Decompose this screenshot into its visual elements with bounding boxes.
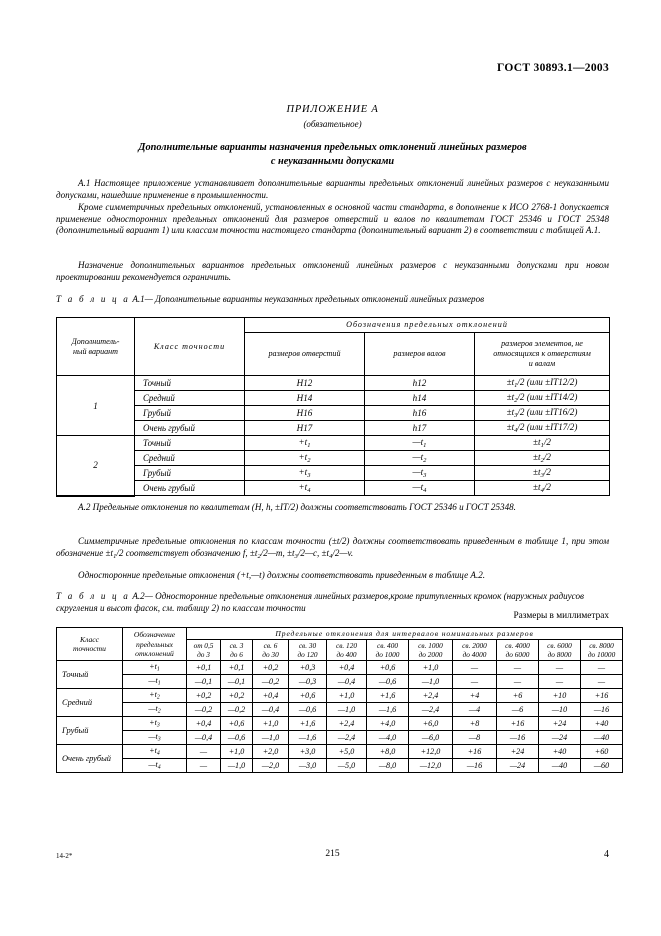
- table-a2-cell-value-4: +0,4: [327, 661, 367, 675]
- table-row: [57, 759, 623, 773]
- table-a1-cell-elements: $\pm t_3/2$ (или ±IT16/2): [475, 406, 610, 421]
- table-a1-cell-class: Грубый: [135, 406, 245, 421]
- table-a2-cell-value-3: —1,6: [289, 731, 327, 745]
- table-a1-th-accuracy-class: Класс точности: [135, 318, 245, 376]
- table-a2-cell-value-7: —4: [453, 703, 497, 717]
- table-a2-cell-value-5: +4,0: [367, 717, 409, 731]
- table-a1-cell-variant: 1: [57, 376, 135, 436]
- table-a2-th-accuracy-class-l1: Класс: [80, 634, 99, 644]
- table-a2-cell-value-0: +0,2: [187, 689, 221, 703]
- table-a1-cell-shafts: $—t_2$: [365, 451, 475, 466]
- table-a2-cell-value-3: —3,0: [289, 759, 327, 773]
- table-a1-caption-label: Т а б л и ц а: [56, 294, 131, 304]
- table-a2-th-range-7: [453, 640, 497, 661]
- table-a2-cell-value-1: —0,6: [221, 731, 253, 745]
- range-to: до 8000: [547, 650, 572, 660]
- table-a1-cell-holes: Н14: [245, 391, 365, 406]
- table-a2-cell-value-1: —0,1: [221, 675, 253, 689]
- range-from: св. 120: [336, 641, 357, 651]
- table-a1-cell-shafts: $—t_4$: [365, 481, 475, 496]
- table-a2-th-designation-l1: Обозначение: [133, 630, 176, 640]
- table-a2-caption-label: Т а б л и ц а: [56, 591, 131, 601]
- table-a1-cell-class: Средний: [135, 451, 245, 466]
- range-from: св. 1000: [418, 641, 443, 651]
- table-a2-caption-number: А.2—: [132, 591, 153, 601]
- table-a2-cell-value-5: —4,0: [367, 731, 409, 745]
- range-to: до 10000: [587, 650, 616, 660]
- table-a2-cell-value-2: —0,2: [253, 675, 289, 689]
- table-a2-cell-value-7: —8: [453, 731, 497, 745]
- appendix-title: ПРИЛОЖЕНИЕ А: [286, 104, 379, 115]
- table-a2-cell-value-10: —40: [581, 731, 623, 745]
- range-to: до 3: [197, 650, 210, 660]
- table-a2-cell-class: Грубый: [57, 717, 123, 745]
- table-a2-cell-value-0: —0,1: [187, 675, 221, 689]
- paragraph-a2: А.2 Предельные отклонения по квалитетам (Н, h, ±IT/2) должны соответствовать ГОСТ 25346 и ГОСТ 25348.: [78, 502, 516, 512]
- table-a2-cell-value-5: —0,6: [367, 675, 409, 689]
- table-row: [57, 689, 623, 703]
- table-a1-cell-shafts: h14: [365, 391, 475, 406]
- table-a1-th-variant-l1: Дополнитель-: [71, 336, 120, 346]
- table-a2-th-range-6: [409, 640, 453, 661]
- table-a2-cell-value-1: +0,1: [221, 661, 253, 675]
- table-a2-cell-value-7: —16: [453, 759, 497, 773]
- table-a2-cell-class: Точный: [57, 661, 123, 689]
- table-a2-cell-value-1: —1,0: [221, 759, 253, 773]
- table-a2-cell-value-10: +60: [581, 745, 623, 759]
- page-title-line1: Дополнительные варианты назначения предельных отклонений линейных размеров: [138, 142, 527, 153]
- table-a2-cell-value-0: —0,2: [187, 703, 221, 717]
- table-a1-cell-shafts: h17: [365, 421, 475, 436]
- table-a1-cell-class: Очень грубый: [135, 421, 245, 436]
- table-a1-cell-elements: $\pm t_3/2$: [475, 466, 610, 481]
- table-a2-cell-value-4: +2,4: [327, 717, 367, 731]
- table-a2-cell-value-8: —24: [497, 759, 539, 773]
- table-row: [57, 451, 610, 466]
- table-a2-cell-value-7: +4: [453, 689, 497, 703]
- table-row: [57, 466, 610, 481]
- table-a2-head: [57, 628, 623, 661]
- table-a2-caption-text: Односторонние предельные отклонения линейных размеров,кроме притупленных кромок (наружных радиусов скругления и высот фасок, см. таблицу 2) по классам точности: [56, 591, 584, 613]
- table-a2-cell-value-8: —6: [497, 703, 539, 717]
- table-a1-cell-shafts: $—t_3$: [365, 466, 475, 481]
- table-a2-cell-value-10: —: [581, 661, 623, 675]
- table-a2-cell-value-9: —: [539, 661, 581, 675]
- table-row: [57, 391, 610, 406]
- table-a1-cell-holes: $+t_4$: [245, 481, 365, 496]
- table-a1-cell-shafts: h16: [365, 406, 475, 421]
- paragraph-a1-note: Кроме симметричных предельных отклонений, установленных в основной части стандарта, в дополнение к ИСО 2768-1 допускается применение односторонних предельных отклонений для размеров отверстий и валов по квалитетам ГОСТ 25346 и ГОСТ 25348 (дополнительный вариант 1) или классам точности настоящего стандарта (дополнительный вариант 2) в соответствии с таблицей А.1.: [56, 202, 609, 236]
- table-a2-cell-designation: $—t_2$: [123, 703, 187, 717]
- range-from: св. 2000: [462, 641, 487, 651]
- range-to: до 2000: [418, 650, 443, 660]
- table-a1-cell-variant: 2: [57, 436, 135, 496]
- table-a2-cell-value-2: —2,0: [253, 759, 289, 773]
- range-to: до 4000: [462, 650, 487, 660]
- table-a2-cell-value-9: +10: [539, 689, 581, 703]
- table-a2-cell-value-1: +0,2: [221, 689, 253, 703]
- table-a2-cell-value-7: —: [453, 661, 497, 675]
- table-a2-cell-value-0: —: [187, 745, 221, 759]
- table-a2-th-range-4: [327, 640, 367, 661]
- table-a2-cell-value-10: +40: [581, 717, 623, 731]
- table-a2-cell-value-8: —16: [497, 731, 539, 745]
- table-row: [57, 376, 610, 391]
- table-a2-cell-value-6: +12,0: [409, 745, 453, 759]
- range-from: от 0,5: [193, 641, 214, 651]
- table-row: [57, 717, 623, 731]
- table-a1-th-elements-l2: относящихся к отверстиям: [493, 349, 591, 358]
- table-a2-cell-value-1: +0,6: [221, 717, 253, 731]
- table-a1-cell-holes: $+t_1$: [245, 436, 365, 451]
- table-a2-cell-value-8: —: [497, 661, 539, 675]
- table-a2-th-range-5: [367, 640, 409, 661]
- table-a1-th-variant: [57, 318, 135, 376]
- table-a1-cell-holes: Н17: [245, 421, 365, 436]
- table-a1-th-shafts: размеров валов: [365, 333, 475, 376]
- table-a2-cell-value-6: —1,0: [409, 675, 453, 689]
- table-a2-cell-value-10: —: [581, 675, 623, 689]
- table-a2-cell-value-3: —0,3: [289, 675, 327, 689]
- table-a2-cell-value-2: +1,0: [253, 717, 289, 731]
- paragraph-a1-recommend: Назначение дополнительных вариантов предельных отклонений линейных размеров с неуказанными допусками при новом проектировании рекомендуется ограничить.: [56, 260, 609, 282]
- table-a1-th-holes: размеров отверстий: [245, 333, 365, 376]
- table-a2-cell-class: Средний: [57, 689, 123, 717]
- table-row: [57, 421, 610, 436]
- table-a1-th-elements-l1: размеров элементов, не: [501, 339, 583, 348]
- table-a2-cell-value-9: —24: [539, 731, 581, 745]
- paragraph-a2-symmetric: Симметричные предельные отклонения по классам точности (±t/2) должны соответствовать приведенным в таблице 1, при этом обозначение $\pm t_1/2$ соответствует обозначению f, $\pm t_2/2—m$, $\pm t_3/2—c$, $\pm t_4/2—v$.: [56, 536, 609, 560]
- paragraph-a1: А.1 Настоящее приложение устанавливает дополнительные варианты предельных отклонений линейных размеров с неуказанными допусками, нашедшие применение в промышленности.: [56, 178, 609, 200]
- table-a1-cell-elements: $\pm t_4/2$ (или ±IT17/2): [475, 421, 610, 436]
- table-a2-cell-value-1: —0,2: [221, 703, 253, 717]
- table-a2-cell-value-0: +0,4: [187, 717, 221, 731]
- range-from: св. 8000: [589, 641, 614, 651]
- table-a1-th-variant-l2: ный вариант: [72, 346, 119, 356]
- table-row: [57, 436, 610, 451]
- footer-section-number: 4: [604, 849, 609, 860]
- range-to: до 120: [297, 650, 318, 660]
- range-from: св. 6: [263, 641, 278, 651]
- table-a2-cell-value-10: —60: [581, 759, 623, 773]
- range-to: до 400: [336, 650, 357, 660]
- table-row: [57, 703, 623, 717]
- table-a1-body: [57, 376, 610, 496]
- table-a2-cell-value-2: +2,0: [253, 745, 289, 759]
- table-a1-cell-class: Средний: [135, 391, 245, 406]
- table-a2-cell-value-4: —2,4: [327, 731, 367, 745]
- table-a1-cell-holes: Н16: [245, 406, 365, 421]
- table-a2-cell-value-4: —1,0: [327, 703, 367, 717]
- table-a2-cell-value-9: —10: [539, 703, 581, 717]
- table-row: [57, 731, 623, 745]
- table-a2-cell-designation: $+t_2$: [123, 689, 187, 703]
- table-a2-body: [57, 661, 623, 773]
- table-a2-cell-value-6: +6,0: [409, 717, 453, 731]
- range-to: до 6000: [505, 650, 530, 660]
- table-a1-cell-elements: $\pm t_1/2$: [475, 436, 610, 451]
- table-a2-th-range-3: [289, 640, 327, 661]
- table-a1: [56, 317, 610, 497]
- table-a2-cell-value-8: —: [497, 675, 539, 689]
- table-a1-caption-text: Дополнительные варианты неуказанных предельных отклонений линейных размеров: [155, 294, 485, 304]
- standard-number-header: ГОСТ 30893.1—2003: [497, 62, 609, 74]
- table-a2-cell-value-7: —: [453, 675, 497, 689]
- table-a2-cell-value-10: +16: [581, 689, 623, 703]
- range-to: до 6: [230, 650, 243, 660]
- range-from: св. 400: [377, 641, 398, 651]
- table-a2-cell-value-9: +24: [539, 717, 581, 731]
- table-a1-cell-elements: $\pm t_2/2$: [475, 451, 610, 466]
- table-a2-cell-value-4: —0,4: [327, 675, 367, 689]
- range-from: св. 3: [229, 641, 244, 651]
- table-a2-cell-value-8: +24: [497, 745, 539, 759]
- table-a2-cell-value-6: —6,0: [409, 731, 453, 745]
- table-a2-cell-value-9: —: [539, 675, 581, 689]
- table-a2-cell-value-4: +5,0: [327, 745, 367, 759]
- table-a1-th-group: Обозначения предельных отклонений: [245, 318, 610, 333]
- table-a2-cell-value-4: —5,0: [327, 759, 367, 773]
- table-a2-cell-designation: $+t_1$: [123, 661, 187, 675]
- table-a1-cell-holes: $+t_2$: [245, 451, 365, 466]
- table-a2-cell-value-5: +1,6: [367, 689, 409, 703]
- table-a2-cell-value-9: —40: [539, 759, 581, 773]
- table-a1-caption: [56, 294, 609, 306]
- table-a2-cell-value-0: —: [187, 759, 221, 773]
- table-a1-cell-elements: $\pm t_4/2$: [475, 481, 610, 496]
- table-a2-cell-value-2: —1,0: [253, 731, 289, 745]
- table-a1-head: [57, 318, 610, 376]
- table-a2-cell-value-3: +0,6: [289, 689, 327, 703]
- table-a1-cell-elements: $\pm t_1/2$ (или ±IT12/2): [475, 376, 610, 391]
- table-a2: [56, 627, 623, 773]
- table-a2-cell-value-5: +8,0: [367, 745, 409, 759]
- table-a2-th-range-2: [253, 640, 289, 661]
- table-a2-cell-designation: $+t_4$: [123, 745, 187, 759]
- table-a1-cell-class: Точный: [135, 436, 245, 451]
- table-a2-cell-value-1: +1,0: [221, 745, 253, 759]
- table-a1-cell-shafts: $—t_1$: [365, 436, 475, 451]
- table-a2-cell-value-7: +16: [453, 745, 497, 759]
- table-row: [57, 406, 610, 421]
- range-to: до 30: [262, 650, 279, 660]
- table-a2-th-group: Предельные отклонения для интервалов номинальных размеров: [187, 628, 623, 640]
- table-a2-cell-value-6: —12,0: [409, 759, 453, 773]
- table-a2-th-range-1: [221, 640, 253, 661]
- table-a2-cell-value-3: +0,3: [289, 661, 327, 675]
- table-a2-cell-value-4: +1,0: [327, 689, 367, 703]
- range-from: св. 4000: [505, 641, 530, 651]
- table-a1-header-row-1: [57, 318, 610, 333]
- table-a2-th-accuracy-class-l2: точности: [73, 644, 106, 654]
- table-a1-th-elements-l3: и валам: [528, 359, 556, 368]
- table-a1-cell-class: Грубый: [135, 466, 245, 481]
- table-a2-cell-value-0: —0,4: [187, 731, 221, 745]
- table-row: [57, 661, 623, 675]
- table-a1-cell-elements: $\pm t_2/2$ (или ±IT14/2): [475, 391, 610, 406]
- table-a2-th-range-0: [187, 640, 221, 661]
- table-a2-th-accuracy-class: [57, 628, 123, 661]
- table-a2-cell-designation: $—t_3$: [123, 731, 187, 745]
- table-a2-cell-value-8: +16: [497, 717, 539, 731]
- table-row: [57, 745, 623, 759]
- page-title-line2: с неуказанными допусками: [270, 156, 395, 167]
- table-a2-cell-value-0: +0,1: [187, 661, 221, 675]
- range-from: св. 6000: [547, 641, 572, 651]
- table-a2-cell-value-5: —8,0: [367, 759, 409, 773]
- table-a1-cell-shafts: h12: [365, 376, 475, 391]
- table-row: [57, 481, 610, 496]
- table-a2-cell-value-10: —16: [581, 703, 623, 717]
- table-a2-cell-value-3: —0,6: [289, 703, 327, 717]
- appendix-kind: (обязательное): [303, 119, 362, 129]
- table-a1-caption-number: А.1—: [132, 294, 153, 304]
- table-a2-th-range-10: [581, 640, 623, 661]
- table-a2-cell-value-2: +0,2: [253, 661, 289, 675]
- footer-page-number: 215: [325, 849, 340, 859]
- table-a2-cell-value-6: —2,4: [409, 703, 453, 717]
- table-a2-th-range-8: [497, 640, 539, 661]
- table-a2-cell-value-7: +8: [453, 717, 497, 731]
- table-a2-header-row-1: [57, 628, 623, 640]
- table-a1-cell-holes: $+t_3$: [245, 466, 365, 481]
- range-from: св. 30: [298, 641, 317, 651]
- table-a2-cell-designation: $—t_1$: [123, 675, 187, 689]
- table-a1-cell-holes: Н12: [245, 376, 365, 391]
- table-a2-cell-value-8: +6: [497, 689, 539, 703]
- table-a2-cell-value-6: +2,4: [409, 689, 453, 703]
- table-a2-units: Размеры в миллиметрах: [513, 611, 609, 621]
- table-a2-th-range-9: [539, 640, 581, 661]
- table-a2-th-designation-l3: отклонений: [135, 648, 174, 658]
- table-a2-cell-value-5: —1,6: [367, 703, 409, 717]
- table-a2-cell-designation: $—t_4$: [123, 759, 187, 773]
- table-a2-cell-value-9: +40: [539, 745, 581, 759]
- table-a2-cell-value-2: +0,4: [253, 689, 289, 703]
- table-a2-cell-value-5: +0,6: [367, 661, 409, 675]
- table-a2-cell-value-3: +3,0: [289, 745, 327, 759]
- table-a2-th-designation-l2: предельных: [136, 639, 173, 649]
- table-a1-cell-class: Точный: [135, 376, 245, 391]
- footer-signature: 14-2*: [56, 852, 73, 860]
- table-a1-cell-class: Очень грубый: [135, 481, 245, 496]
- table-a2-cell-class: Очень грубый: [57, 745, 123, 773]
- table-a2-cell-designation: $+t_3$: [123, 717, 187, 731]
- table-a1-th-elements: [475, 333, 610, 376]
- range-to: до 1000: [375, 650, 400, 660]
- table-a2-cell-value-2: —0,4: [253, 703, 289, 717]
- page-content: [56, 0, 616, 936]
- table-row: [57, 675, 623, 689]
- table-a2-cell-value-6: +1,0: [409, 661, 453, 675]
- table-a2-th-designation: [123, 628, 187, 661]
- table-a2-cell-value-3: +1,6: [289, 717, 327, 731]
- paragraph-a2-one-sided: Односторонние предельные отклонения (+t,—t) должны соответствовать приведенным в таблице А.2.: [78, 570, 486, 580]
- page-title: [56, 141, 609, 169]
